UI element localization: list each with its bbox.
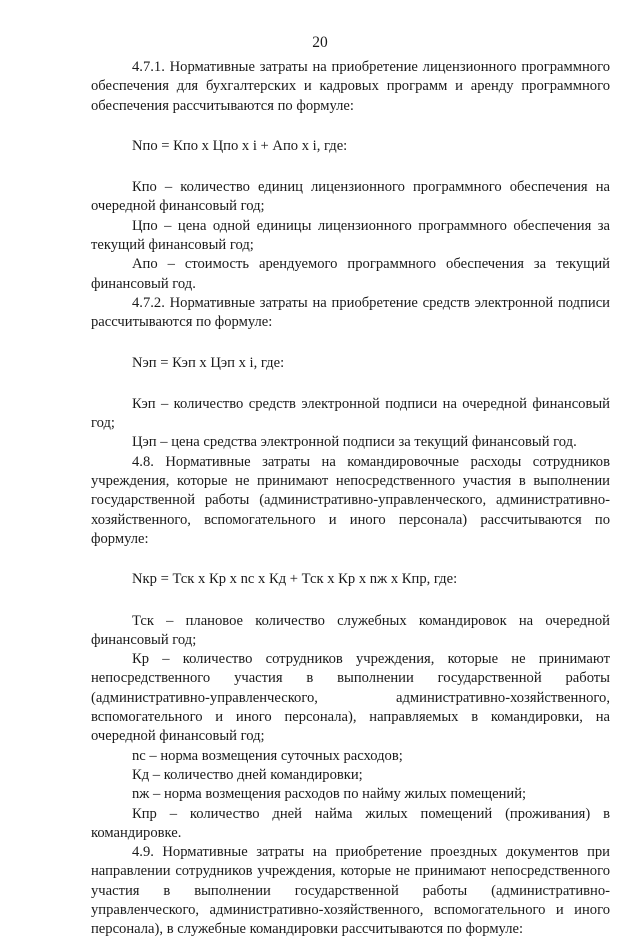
definition-kd: Кд – количество дней командировки; [132, 766, 363, 783]
paragraph-4-7-2: 4.7.2. Нормативные затраты на приобретение средств электронной подписи рассчитываются по формуле: [91, 294, 610, 331]
definition-kep: Кэп – количество средств электронной подписи на очередной финансовый год; [91, 395, 610, 432]
formula-npo: Nпо = Кпо х Цпо х i + Апо х i, где: [132, 137, 348, 154]
formula-nep: Nэп = Кэп х Цэп х i, где: [132, 354, 285, 371]
definition-kpr: Кпр – количество дней найма жилых помещений (проживания) в командировке. [91, 805, 610, 841]
formula-nkr: Nкр = Тск х Кр х nс х Кд + Тск х Кр х nж х Кпр, где: [132, 571, 458, 588]
definition-kpo: Кпо – количество единиц лицензионного программного обеспечения на очередной финансовый год; [91, 179, 610, 215]
paragraph-4-9: 4.9. Нормативные затраты на приобретение проездных документов при направлении сотрудников учреждения, которые не принимают непосредственного участия в выполнении государственной работы (административно-управленческого, административно-хозяйственного, вспомогательного и иного персонала), в служебные командировки рассчитываются по формуле: [91, 844, 610, 938]
definition-tsep: Цэп – цена средства электронной подписи за текущий финансовый год. [132, 434, 577, 451]
definition-tsk: Тск – плановое количество служебных командировок на очередной финансовый год; [91, 612, 610, 648]
definition-nzh: nж – норма возмещения расходов по найму жилых помещений; [132, 786, 527, 803]
definition-nc: nс – норма возмещения суточных расходов; [132, 747, 403, 764]
page-number: 20 [312, 34, 328, 51]
paragraph-4-8: 4.8. Нормативные затраты на командировочные расходы сотрудников учреждения, которые не принимают непосредственного участия в выполнении государственной работы (административно-управленческого, административно-хозяйственного, вспомогательного и иного персонала) рассчитываются по формуле: [91, 453, 610, 547]
definition-tspo: Цпо – цена одной единицы лицензионного программного обеспечения за текущий финансовый год; [91, 217, 610, 254]
definition-apo: Апо – стоимость арендуемого программного обеспечения за текущий финансовый год. [91, 256, 610, 292]
paragraph-4-7-1: 4.7.1. Нормативные затраты на приобретение лицензионного программного обеспечения для бухгалтерских и кадровых программ и аренду программного обеспечения рассчитываются по формуле: [91, 59, 610, 114]
definition-kr: Кр – количество сотрудников учреждения, которые не принимают непосредственного участия в выполнении государственной работы (административно-управленческого, административно-хозяйственного, вспомогательного и иного персонала), направляемых в командировки, на очередной финансовый год; [91, 651, 610, 745]
document-body [91, 58, 610, 940]
